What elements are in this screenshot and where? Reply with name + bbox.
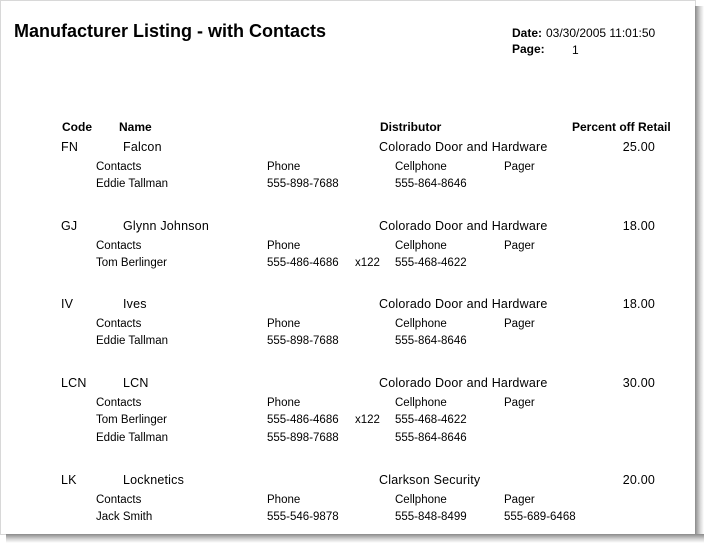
contact-cellphone: 555-864-8646 [395,432,467,444]
phone-subheader: Phone [267,494,301,506]
contact-phone: 555-898-7688 [267,335,339,347]
contacts-subheader: Contacts [96,494,142,506]
contact-phone: 555-546-9878 [267,511,339,523]
phone-subheader: Phone [267,161,301,173]
manufacturer-percent: 30.00 [622,376,655,390]
pager-subheader: Pager [504,397,535,409]
contacts-subheader: Contacts [96,318,142,330]
manufacturer-distributor: Colorado Door and Hardware [379,140,548,154]
contact-phone: 555-486-4686 [267,414,339,426]
cellphone-subheader: Cellphone [395,494,447,506]
contact-extension: x122 [355,414,380,426]
contact-name: Eddie Tallman [96,432,169,444]
manufacturer-code: IV [61,297,74,311]
contact-phone: 555-486-4686 [267,257,339,269]
cellphone-subheader: Cellphone [395,397,447,409]
contact-extension: x122 [355,257,380,269]
page-number: 1 [572,43,579,57]
page-shadow-bottom [6,534,704,543]
date-value: 03/30/2005 11:01:50 [546,26,656,40]
manufacturer-percent: 20.00 [622,473,655,487]
report-title: Manufacturer Listing - with Contacts [14,21,327,41]
manufacturer-code: FN [61,140,79,154]
manufacturer-distributor: Clarkson Security [379,473,481,487]
manufacturer-name: Glynn Johnson [123,219,209,233]
contacts-subheader: Contacts [96,397,142,409]
pager-subheader: Pager [504,240,535,252]
page-shadow-right [695,6,704,541]
phone-subheader: Phone [267,397,301,409]
cellphone-subheader: Cellphone [395,318,447,330]
manufacturer-name: LCN [123,376,149,390]
contact-cellphone: 555-864-8646 [395,178,467,190]
phone-subheader: Phone [267,318,301,330]
contact-name: Eddie Tallman [96,178,169,190]
pager-subheader: Pager [504,494,535,506]
manufacturer-name: Ives [123,297,147,311]
manufacturer-name: Locknetics [123,473,185,487]
manufacturer-percent: 25.00 [622,140,655,154]
contact-phone: 555-898-7688 [267,432,339,444]
contact-cellphone: 555-864-8646 [395,335,467,347]
manufacturer-code: LCN [61,376,87,390]
contact-cellphone: 555-848-8499 [395,511,467,523]
manufacturer-distributor: Colorado Door and Hardware [379,219,548,233]
manufacturer-percent: 18.00 [622,297,655,311]
column-header-distributor: Distributor [380,120,442,134]
contact-name: Jack Smith [96,511,153,523]
page-label: Page: [512,42,545,56]
pager-subheader: Pager [504,161,535,173]
contact-name: Tom Berlinger [96,414,167,426]
manufacturer-code: LK [61,473,77,487]
phone-subheader: Phone [267,240,301,252]
column-header-percent: Percent off Retail [572,120,671,134]
column-header-name: Name [119,120,152,134]
contacts-subheader: Contacts [96,161,142,173]
manufacturer-percent: 18.00 [622,219,655,233]
date-label: Date: [512,26,543,40]
contact-cellphone: 555-468-4622 [395,414,467,426]
contact-cellphone: 555-468-4622 [395,257,467,269]
manufacturer-name: Falcon [123,140,162,154]
contact-phone: 555-898-7688 [267,178,339,190]
manufacturer-code: GJ [61,219,78,233]
pager-subheader: Pager [504,318,535,330]
contact-pager: 555-689-6468 [504,511,576,523]
cellphone-subheader: Cellphone [395,161,447,173]
column-header-code: Code [62,120,92,134]
cellphone-subheader: Cellphone [395,240,447,252]
manufacturer-distributor: Colorado Door and Hardware [379,376,548,390]
contact-name: Tom Berlinger [96,257,167,269]
manufacturer-distributor: Colorado Door and Hardware [379,297,548,311]
contacts-subheader: Contacts [96,240,142,252]
contact-name: Eddie Tallman [96,335,169,347]
